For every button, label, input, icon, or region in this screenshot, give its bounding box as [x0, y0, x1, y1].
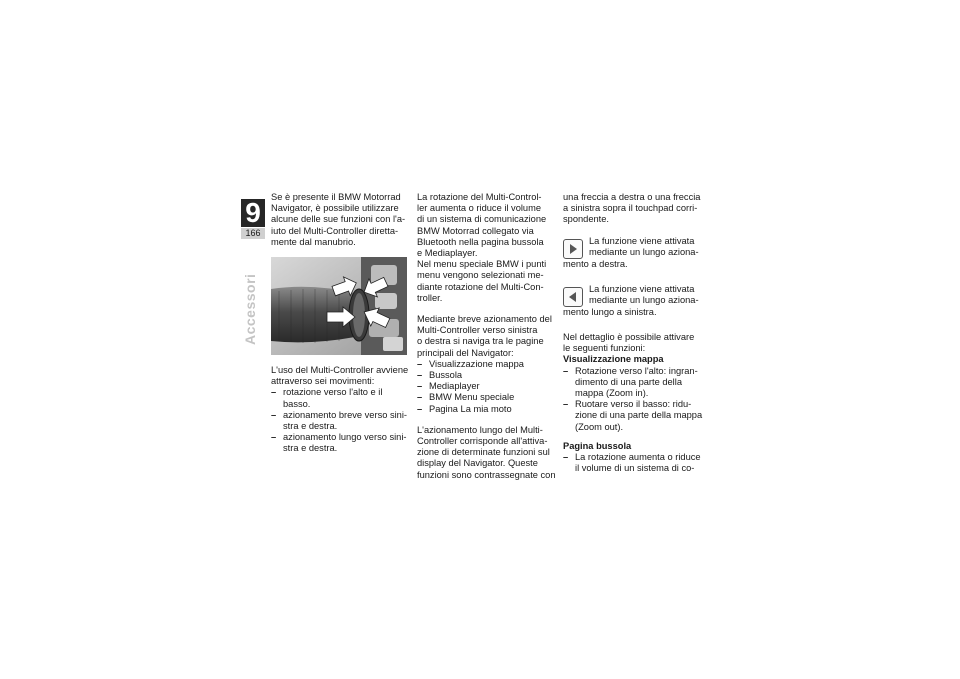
- navigator-pages-list: [417, 359, 557, 415]
- list-item: [563, 366, 703, 400]
- text-line: zione di determinate funzioni sul: [417, 447, 550, 458]
- list-item: – BMW Menu speciale: [417, 392, 557, 403]
- text-line: mente dal manubrio.: [271, 236, 356, 247]
- chapter-number: 9: [241, 199, 265, 227]
- text-line: La funzione viene attivata: [589, 235, 695, 246]
- functions-paragraph: [563, 332, 703, 354]
- long-press-paragraph: [417, 425, 557, 481]
- text-line: (Zoom out).: [575, 421, 624, 432]
- navigation-paragraph: [417, 314, 557, 359]
- text-line: La rotazione del Multi-Control-: [417, 192, 542, 202]
- text-line: L'azionamento lungo del Multi-: [417, 424, 543, 435]
- text-line: zione di una parte della mappa: [575, 410, 703, 421]
- list-item: – Bussola: [417, 370, 557, 381]
- list-item: [563, 399, 703, 433]
- text-line: dimento di una parte della: [575, 376, 682, 387]
- text-line: Rotazione verso l'alto: ingran-: [575, 365, 698, 376]
- text-line: funzioni sono contrassegnate con: [417, 469, 556, 480]
- page-number: 166: [241, 228, 265, 239]
- list-item: [563, 452, 703, 474]
- note-long-right: [563, 236, 703, 270]
- text-line: Nel menu speciale BMW i punti: [417, 259, 547, 270]
- text-line: e Mediaplayer.: [417, 248, 478, 259]
- text-line: ler aumenta o riduce il volume: [417, 203, 542, 214]
- text-line: Mediante breve azionamento del: [417, 314, 552, 325]
- multi-controller-photo: [271, 257, 407, 355]
- compass-heading: Pagina bussola: [563, 440, 632, 451]
- movements-list: [271, 387, 411, 454]
- list-item: – Mediaplayer: [417, 381, 557, 392]
- text-line: menu vengono selezionati me-: [417, 270, 544, 281]
- text-line: mediante un lungo aziona-: [589, 295, 699, 306]
- text-line: attraverso sei movimenti:: [271, 376, 375, 387]
- text-line: La funzione viene attivata: [589, 283, 695, 294]
- text-line: La rotazione aumenta o riduce: [575, 452, 701, 463]
- arrow-left-icon: [563, 287, 583, 307]
- text-line: Ruotare verso il basso: ridu-: [575, 399, 692, 410]
- text-line: troller.: [417, 292, 443, 303]
- text-line: Nel dettaglio è possibile attivare: [563, 332, 695, 343]
- list-item: [271, 410, 411, 432]
- text-line: a sinistra sopra il touchpad corri-: [563, 203, 698, 214]
- text-line: mappa (Zoom in).: [575, 388, 649, 399]
- text-line: una freccia a destra o una freccia: [563, 192, 701, 202]
- intro-paragraph: [271, 192, 411, 248]
- list-item: – Pagina La mia moto: [417, 404, 557, 415]
- text-line: stra e destra.: [283, 421, 338, 432]
- text-line: principali del Navigator:: [417, 347, 514, 358]
- text-line: iuto del Multi-Controller diretta-: [271, 225, 399, 236]
- column-2: [417, 192, 557, 481]
- rotation-paragraph: [417, 192, 557, 304]
- text-line: Se è presente il BMW Motorrad: [271, 192, 401, 202]
- text-line: display del Navigator. Queste: [417, 458, 538, 469]
- text-line: le seguenti funzioni:: [563, 343, 646, 354]
- arrow-right-icon: [563, 239, 583, 259]
- text-line: alcune delle sue funzioni con l'a-: [271, 214, 406, 225]
- column-3: [563, 192, 703, 474]
- text-line: rotazione verso l'alto e il basso.: [283, 387, 383, 409]
- text-line: azionamento breve verso sini-: [283, 409, 408, 420]
- column-1: [271, 192, 411, 455]
- list-item: [271, 387, 411, 409]
- text-line: azionamento lungo verso sini-: [283, 432, 407, 443]
- map-heading: Visualizzazione mappa: [563, 354, 664, 365]
- text-line: diante rotazione del Multi-Con-: [417, 281, 544, 292]
- text-line: stra e destra.: [283, 443, 338, 454]
- text-line: il volume di un sistema di co-: [575, 463, 695, 474]
- text-line: mento a destra.: [563, 258, 628, 269]
- list-item: – Visualizzazione mappa: [417, 359, 557, 370]
- text-line: L'uso del Multi-Controller avviene: [271, 365, 409, 376]
- text-line: di un sistema di comunicazione: [417, 214, 547, 225]
- text-line: Controller corrisponde all'attiva-: [417, 436, 548, 447]
- note-long-left: [563, 284, 703, 318]
- text-line: Bluetooth nella pagina bussola: [417, 236, 544, 247]
- text-line: Multi-Controller verso sinistra: [417, 325, 538, 336]
- list-item: [271, 432, 411, 454]
- text-line: spondente.: [563, 214, 610, 225]
- text-line: BMW Motorrad collegato via: [417, 225, 534, 236]
- map-functions-list: [563, 366, 703, 433]
- text-line: Navigator, è possibile utilizzare: [271, 203, 399, 214]
- compass-functions-list: [563, 452, 703, 474]
- text-line: o destra si naviga tra le pagine: [417, 336, 544, 347]
- chapter-title: Accessori: [242, 273, 258, 345]
- arrow-paragraph: [563, 192, 703, 226]
- usage-paragraph: [271, 365, 411, 387]
- text-line: mento lungo a sinistra.: [563, 306, 657, 317]
- text-line: mediante un lungo aziona-: [589, 246, 699, 257]
